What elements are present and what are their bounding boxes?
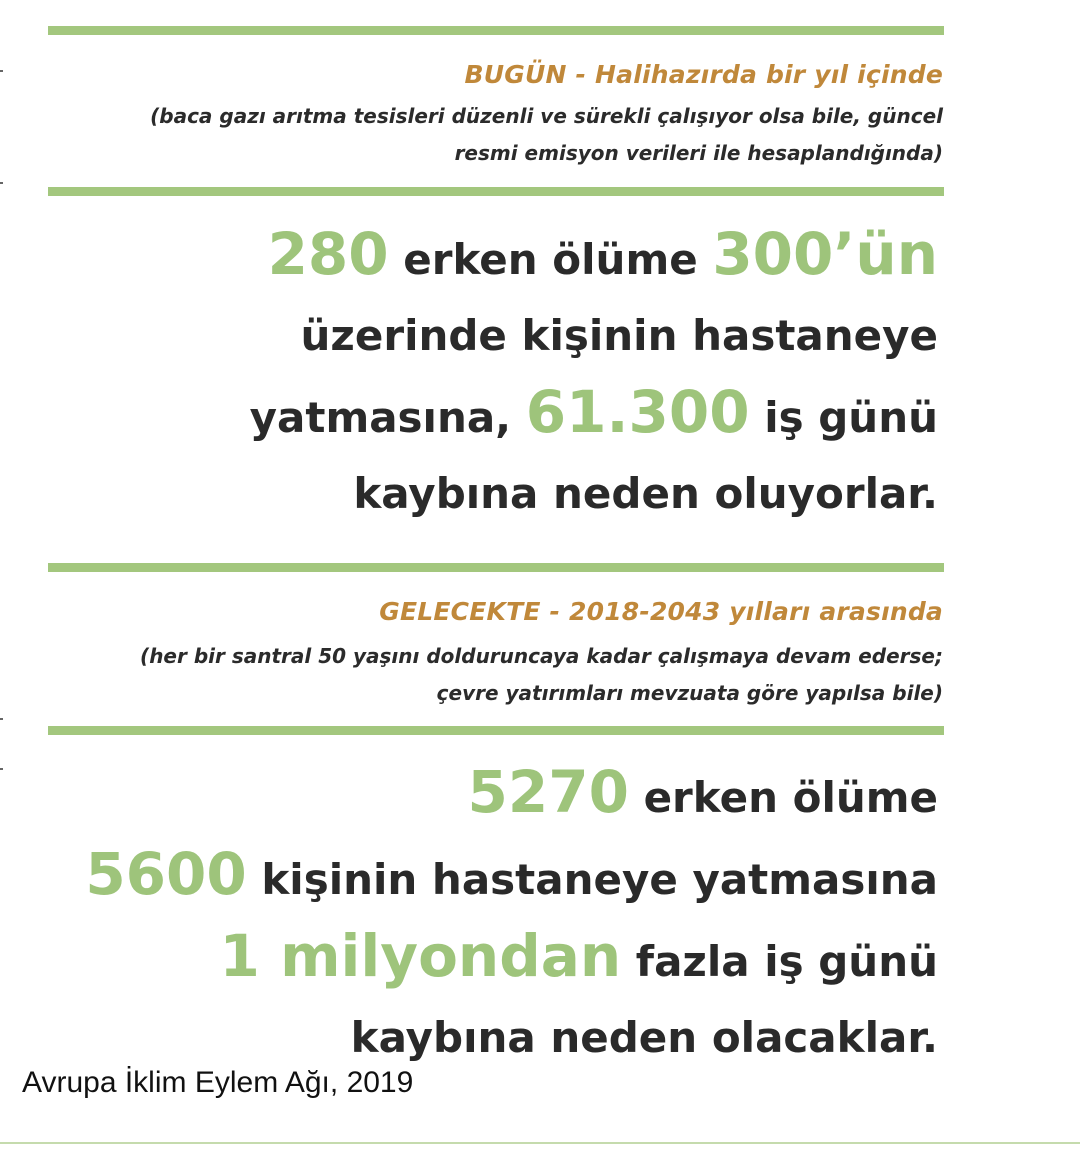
today-hospital-number: 300’ün	[712, 220, 938, 288]
edge-mark	[0, 768, 3, 770]
edge-mark	[0, 182, 3, 184]
future-deaths-number: 5270	[467, 758, 629, 826]
divider-future	[48, 563, 944, 572]
future-stat-line1	[18, 754, 938, 836]
today-stat-line3	[18, 374, 938, 456]
future-stat-block	[18, 754, 938, 1076]
today-note	[83, 98, 943, 172]
future-note-line1: (her bir santral 50 yaşını dolduruncaya kadar çalışmaya devam ederse;	[140, 644, 943, 668]
today-workdays-number: 61.300	[525, 378, 750, 446]
today-stat-line1	[18, 216, 938, 298]
divider-future-stats	[48, 726, 944, 735]
future-hospital-text: kişinin hastaneye yatmasına	[246, 855, 938, 904]
divider-today-stats	[48, 187, 944, 196]
edge-mark	[0, 70, 3, 72]
future-deaths-text: erken ölüme	[628, 773, 938, 822]
today-stat-line2: üzerinde kişinin hastaneye	[300, 311, 938, 360]
future-hospital-number: 5600	[85, 840, 247, 908]
divider-top	[48, 26, 944, 35]
today-deaths-number: 280	[267, 220, 389, 288]
today-heading: BUGÜN - Halihazırda bir yıl içinde	[464, 60, 943, 89]
today-stat-block	[18, 216, 938, 532]
future-stat-line2	[18, 836, 938, 918]
today-note-line1: (baca gazı arıtma tesisleri düzenli ve sürekli çalışıyor olsa bile, güncel	[150, 104, 943, 128]
future-workdays-number: 1 milyondan	[219, 922, 622, 990]
today-deaths-text: erken ölüme	[388, 235, 713, 284]
future-workdays-text: fazla iş günü	[621, 937, 938, 986]
edge-mark	[0, 718, 3, 720]
future-stat-line4: kaybına neden olacaklar.	[350, 1013, 938, 1062]
today-workdays-text: iş günü	[749, 393, 938, 442]
future-note	[83, 638, 943, 712]
today-note-line2: resmi emisyon verileri ile hesaplandığında)	[454, 141, 943, 165]
future-stat-line3	[18, 918, 938, 1000]
future-note-line2: çevre yatırımları mevzuata göre yapılsa bile)	[436, 681, 943, 705]
today-stat-line4: kaybına neden oluyorlar.	[353, 469, 938, 518]
future-heading: GELECEKTE - 2018-2043 yılları arasında	[379, 597, 943, 626]
source-citation: Avrupa İklim Eylem Ağı, 2019	[22, 1066, 414, 1099]
divider-bottom	[0, 1142, 1080, 1144]
today-admission-text: yatmasına,	[249, 393, 526, 442]
